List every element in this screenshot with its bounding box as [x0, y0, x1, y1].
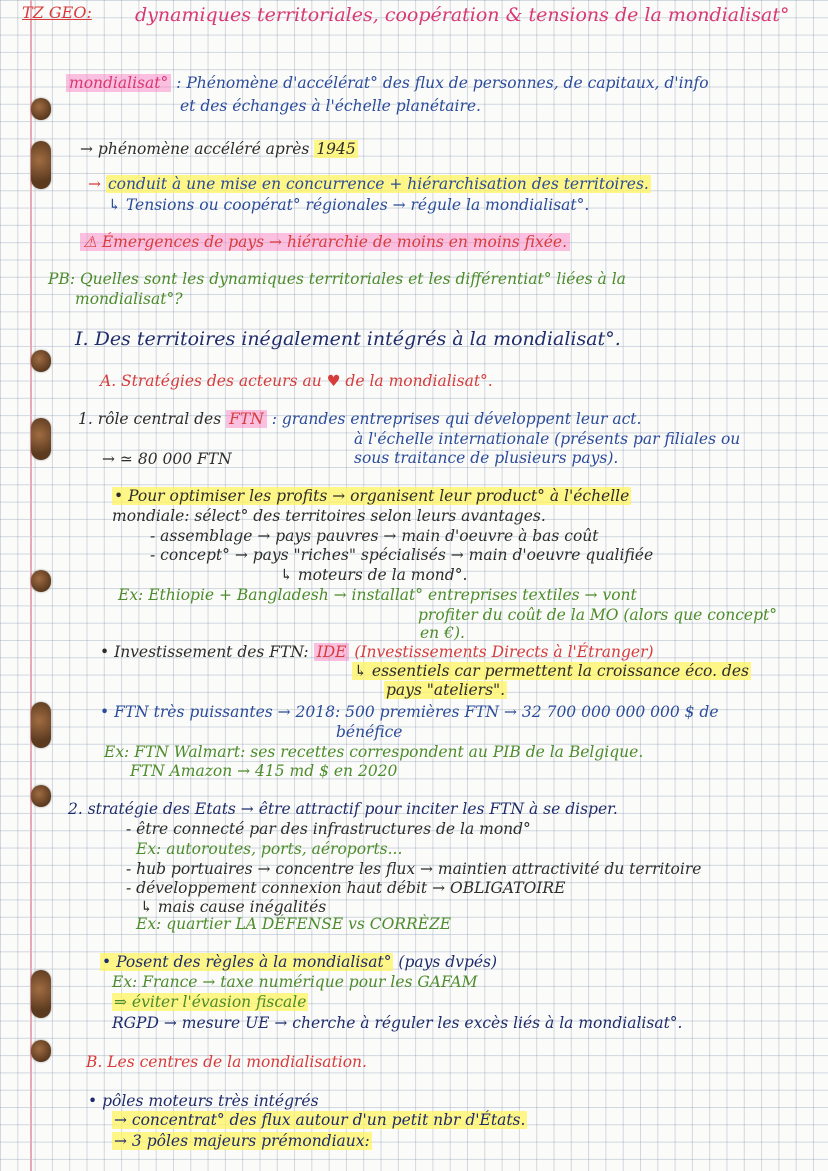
binder-hole	[31, 970, 51, 1018]
strategy-2-line-5: - développement connexion haut débit → OBLIGATOIRE	[126, 879, 566, 897]
optimize-line-1: • Pour optimiser les profits → organisent leur product° à l'échelle	[114, 487, 630, 505]
strategy-2-line-4: - hub portuaires → concentre les flux → maintien attractivité du territoire	[126, 860, 702, 878]
binder-hole	[31, 141, 51, 189]
power-line-1: • FTN très puissantes → 2018: 500 premières FTN → 32 700 000 000 000 $ de	[100, 703, 719, 721]
strategy-1-line-1: 1. rôle central des FTN : grandes entreprises qui développent leur act.	[78, 410, 642, 428]
binder-hole	[31, 570, 51, 592]
binder-hole	[31, 98, 51, 120]
optimize-line-2: mondiale: sélect° des territoires selon leurs avantages.	[112, 507, 546, 525]
binder-hole	[31, 350, 51, 372]
point-4-warning: ⚠ Émergences de pays → hiérarchie de moins en moins fixée.	[80, 233, 570, 251]
definition-text-2: et des échanges à l'échelle planétaire.	[180, 97, 481, 115]
ftn-highlight: FTN	[226, 410, 267, 428]
strategy-1-line-2: à l'échelle internationale (présents par filiales ou	[354, 430, 741, 448]
rules-line-4: RGPD → mesure UE → cherche à réguler les excès liés à la mondialisat°.	[112, 1014, 683, 1032]
point-3: ↳ Tensions ou coopérat° régionales → régule la mondialisat°.	[108, 196, 590, 214]
example-1-line-1: Ex: Ethiopie + Bangladesh → installat° entreprises textiles → vont	[118, 586, 637, 604]
optimize-line-5: ↳ moteurs de la mond°.	[280, 566, 468, 584]
binder-hole	[31, 785, 51, 807]
rules-line-3: ⇒ éviter l'évasion fiscale	[114, 993, 307, 1011]
optimize-line-3: - assemblage → pays pauvres → main d'oeuvre à bas coût	[150, 527, 599, 545]
point-1-year: 1945	[316, 140, 356, 158]
page-title: dynamiques territoriales, coopération & tensions de la mondialisat°	[135, 4, 790, 26]
point-1-text: → phénomène accéléré après	[80, 140, 310, 158]
binder-hole	[31, 418, 51, 460]
subsection-a-title: A. Stratégies des acteurs au ♥ de la mondialisat°.	[100, 372, 493, 390]
binder-hole	[31, 1040, 51, 1062]
strategy-2-line-3: Ex: autoroutes, ports, aéroports...	[136, 840, 403, 858]
power-line-2: bénéfice	[336, 723, 403, 741]
b-line-1: • pôles moteurs très intégrés	[88, 1092, 319, 1110]
strategy-2-line-1: 2. stratégie des Etats → être attractif pour inciter les FTN à se disper.	[68, 800, 618, 818]
investment-line-2: ↳ essentiels car permettent la croissance éco. des	[354, 662, 749, 680]
point-2-arrow: →	[88, 175, 101, 193]
example-2-line-1: Ex: FTN Walmart: ses recettes correspondent au PIB de la Belgique.	[104, 743, 644, 761]
subsection-b-title: B. Les centres de la mondialisation.	[86, 1053, 367, 1071]
point-2-text: conduit à une mise en concurrence + hiérarchisation des territoires.	[107, 175, 649, 193]
investment-line-3: pays "ateliers".	[386, 681, 506, 699]
section-1-title: I. Des territoires inégalement intégrés à la mondialisat°.	[75, 328, 621, 350]
definition-term: mondialisat°	[66, 74, 171, 92]
b-line-2: → concentrat° des flux autour d'un petit nbr d'États.	[114, 1111, 526, 1129]
ftn-count: → ≃ 80 000 FTN	[102, 450, 232, 468]
definition-line-1	[66, 74, 709, 92]
problematique-line-1: PB: Quelles sont les dynamiques territoriales et les différentiat° liées à la	[48, 270, 626, 288]
binder-hole	[31, 702, 51, 748]
ide-highlight: IDE	[314, 643, 350, 661]
investment-line-1: • Investissement des FTN: IDE (Investissements Directs à l'Étranger)	[100, 643, 654, 661]
rules-line-2: Ex: France → taxe numérique pour les GAFAM	[112, 973, 478, 991]
point-1	[80, 140, 358, 158]
course-code: TZ GEO:	[22, 3, 92, 22]
problematique-line-2: mondialisat°?	[75, 290, 183, 308]
definition-text-1: : Phénomène d'accélérat° des flux de personnes, de capitaux, d'info	[176, 74, 709, 92]
point-2	[88, 175, 651, 193]
b-line-3: → 3 pôles majeurs prémondiaux:	[114, 1132, 370, 1150]
strategy-2-line-7: Ex: quartier LA DÉFENSE vs CORRÈZE	[136, 915, 452, 933]
strategy-1-line-3: sous traitance de plusieurs pays).	[354, 449, 619, 467]
optimize-line-4: - concept° → pays "riches" spécialisés → main d'oeuvre qualifiée	[150, 546, 654, 564]
example-1-line-2: profiter du coût de la MO (alors que concept°	[418, 606, 777, 624]
strategy-2-line-6: ↳ mais cause inégalités	[140, 898, 327, 916]
example-2-line-2: FTN Amazon → 415 md $ en 2020	[130, 762, 398, 780]
rules-line-1: • Posent des règles à la mondialisat° (pays dvpés)	[102, 953, 498, 971]
strategy-2-line-2: - être connecté par des infrastructures de la mond°	[126, 820, 531, 838]
example-1-line-3: en €).	[420, 624, 465, 642]
